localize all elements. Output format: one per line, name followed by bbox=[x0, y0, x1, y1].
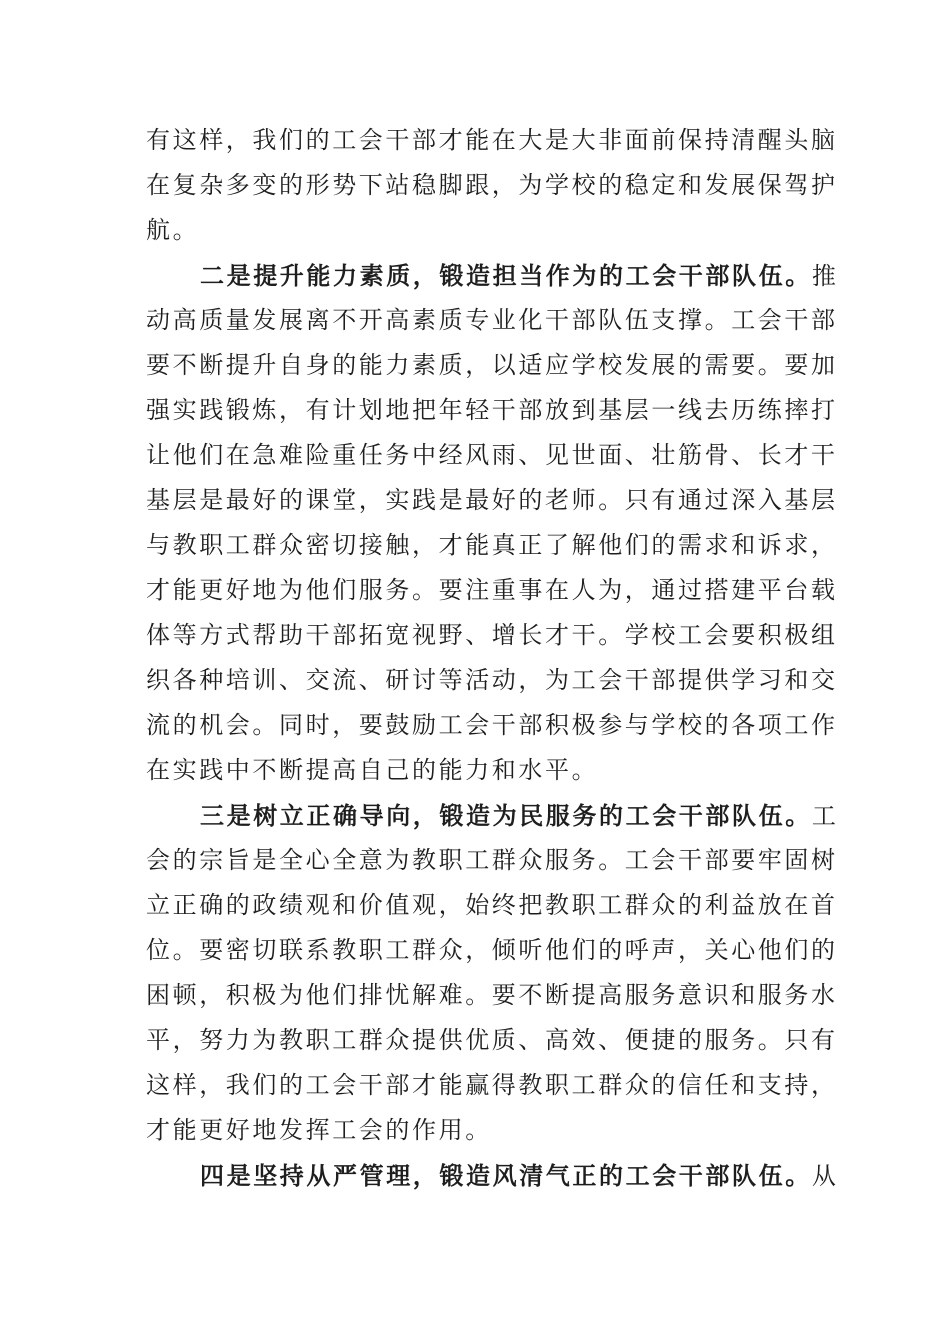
text-line: 基层是最好的课堂，实践是最好的老师。只有通过深入基层 bbox=[146, 486, 838, 514]
text-line: 在复杂多变的形势下站稳脚跟，为学校的稳定和发展保驾护 bbox=[146, 171, 838, 199]
paragraph-3-first-line bbox=[146, 793, 839, 838]
text-span: 工 bbox=[811, 802, 839, 830]
paragraph-4-first-line bbox=[146, 1153, 839, 1198]
text-line: 平，努力为教职工群众提供优质、高效、便捷的服务。只有 bbox=[146, 1026, 838, 1054]
text-line: 要不断提升自身的能力素质，以适应学校发展的需要。要加 bbox=[146, 351, 838, 379]
text-line: 与教职工群众密切接触，才能真正了解他们的需求和诉求， bbox=[146, 531, 838, 559]
text-line: 体等方式帮助干部拓宽视野、增长才干。学校工会要积极组 bbox=[146, 621, 838, 649]
text-line: 位。要密切联系教职工群众，倾听他们的呼声，关心他们的 bbox=[146, 936, 838, 964]
text-span: 从 bbox=[811, 1162, 839, 1190]
text-line: 让他们在急难险重任务中经风雨、见世面、壮筋骨、长才干 bbox=[146, 441, 838, 469]
section-heading-3: 三是树立正确导向，锻造为民服务的工会干部队伍。 bbox=[200, 801, 812, 830]
text-line: 立正确的政绩观和价值观，始终把教职工群众的利益放在首 bbox=[146, 891, 838, 919]
text-line: 困顿，积极为他们排忧解难。要不断提高服务意识和服务水 bbox=[146, 981, 838, 1009]
text-line: 织各种培训、交流、研讨等活动，为工会干部提供学习和交 bbox=[146, 666, 838, 694]
text-line: 会的宗旨是全心全意为教职工群众服务。工会干部要牢固树 bbox=[146, 846, 838, 874]
text-line: 动高质量发展离不开高素质专业化干部队伍支撑。工会干部 bbox=[146, 306, 838, 334]
text-line: 有这样，我们的工会干部才能在大是大非面前保持清醒头脑 bbox=[146, 126, 838, 154]
text-line: 在实践中不断提高自己的能力和水平。 bbox=[146, 756, 599, 784]
text-line: 强实践锻炼，有计划地把年轻干部放到基层一线去历练摔打 bbox=[146, 396, 838, 424]
text-line: 这样，我们的工会干部才能赢得教职工群众的信任和支持， bbox=[146, 1071, 838, 1099]
text-line: 流的机会。同时，要鼓励工会干部积极参与学校的各项工作 bbox=[146, 711, 838, 739]
section-heading-4: 四是坚持从严管理，锻造风清气正的工会干部队伍。 bbox=[200, 1161, 812, 1190]
text-line: 才能更好地发挥工会的作用。 bbox=[146, 1116, 492, 1144]
text-line: 航。 bbox=[146, 216, 200, 244]
text-line: 才能更好地为他们服务。要注重事在人为，通过搭建平台载 bbox=[146, 576, 838, 604]
text-span: 推 bbox=[811, 262, 839, 290]
section-heading-2: 二是提升能力素质，锻造担当作为的工会干部队伍。 bbox=[200, 261, 812, 290]
paragraph-2-first-line bbox=[146, 253, 839, 298]
document-body bbox=[146, 118, 839, 1198]
